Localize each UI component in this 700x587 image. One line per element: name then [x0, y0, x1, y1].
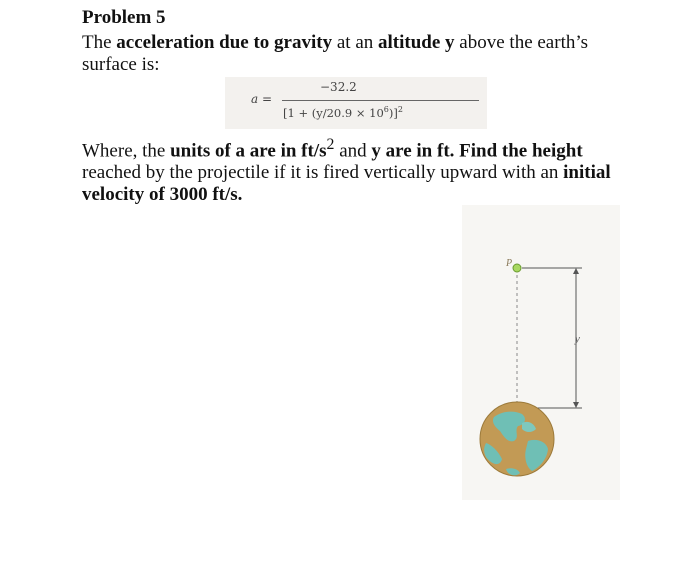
equation-equals-sign: =	[262, 92, 273, 106]
projectile-figure	[462, 205, 620, 500]
arrow-down-icon	[573, 402, 579, 408]
point-label: P	[506, 258, 513, 269]
equation-denominator: $[1 + (y/20.9 \times 10^6)]^2$	[283, 105, 403, 120]
earth-globe-icon	[480, 402, 554, 476]
equation-numerator: −32.2	[320, 80, 357, 94]
problem-statement: Where, the units of a are in $ft/s^2$ and y are in ft. Find the height reached by the projectile if it is fired vertically upward with an initial velocity of 3000 ft/s.	[82, 136, 611, 206]
altitude-label: y	[575, 333, 580, 345]
arrow-up-icon	[573, 268, 579, 274]
equation-lhs: a	[251, 92, 259, 106]
projectile-dot-icon	[513, 264, 521, 272]
problem-title: Problem 5	[82, 7, 166, 28]
problem-intro: The acceleration due to gravity at an altitude y above the earth’s surface is:	[82, 32, 589, 75]
fraction-bar	[282, 100, 479, 101]
gravity-equation	[225, 77, 487, 129]
figure-drawing	[462, 205, 620, 500]
